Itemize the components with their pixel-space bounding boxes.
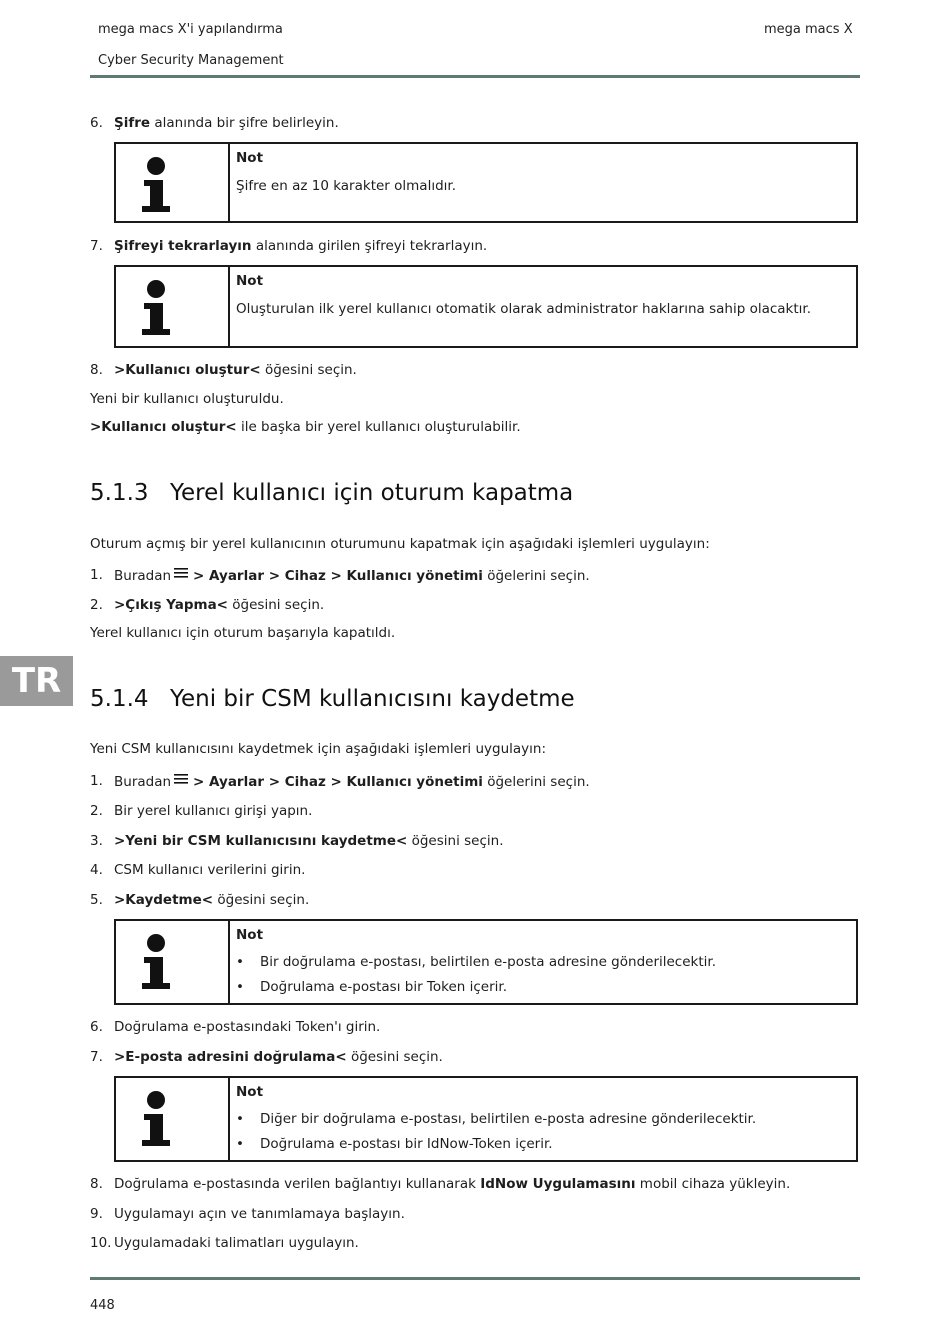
result-text-2: [90, 419, 521, 435]
button-reference: >Kullanıcı oluştur<: [90, 419, 237, 435]
menu-icon: [173, 567, 189, 583]
result-text: Yerel kullanıcı için oturum başarıyla kapatıldı.: [90, 625, 396, 641]
note-bullet: • Diğer bir doğrulama e-postası, belirtilen e-posta adresine gönderilecektir.: [236, 1111, 848, 1127]
step-8: [90, 1176, 791, 1192]
step-9: [90, 1206, 405, 1222]
step-number: 1.: [90, 567, 103, 583]
header-left-title: mega macs X'i yapılandırma: [98, 22, 283, 37]
info-icon: [138, 154, 178, 214]
note-box: [114, 1076, 858, 1162]
note-bullet: • Doğrulama e-postası bir IdNow-Token içerir.: [236, 1136, 848, 1152]
step-text: alanında bir şifre belirleyin.: [150, 115, 339, 131]
step-7: [90, 238, 488, 254]
note-icon-cell: [116, 1078, 230, 1160]
step-text: öğelerini seçin.: [482, 568, 590, 584]
note-bullet-list: [236, 954, 848, 995]
step-number: 7.: [90, 1049, 103, 1065]
step-4: [90, 862, 306, 878]
step-text: Uygulamadaki talimatları uygulayın.: [114, 1235, 359, 1251]
info-icon: [138, 277, 178, 337]
step-10: [90, 1235, 359, 1251]
section-intro: Yeni CSM kullanıcısını kaydetmek için aşağıdaki işlemleri uygulayın:: [90, 741, 547, 757]
header-rule: [90, 75, 860, 78]
info-icon: [138, 1088, 178, 1148]
note-box: [114, 265, 858, 348]
note-text: Oluşturulan ilk yerel kullanıcı otomatik olarak administrator haklarına sahip olacaktır.: [236, 301, 812, 317]
info-icon: [138, 931, 178, 991]
note-title: Not: [236, 150, 264, 166]
step-8: [90, 362, 357, 378]
button-reference: >Yeni bir CSM kullanıcısını kaydetme<: [114, 833, 408, 849]
note-bullet: • Bir doğrulama e-postası, belirtilen e-posta adresine gönderilecektir.: [236, 954, 848, 970]
step-number: 10.: [90, 1235, 112, 1251]
menu-path: > Ayarlar > Cihaz > Kullanıcı yönetimi: [193, 568, 483, 584]
section-title: Yeni bir CSM kullanıcısını kaydetme: [170, 686, 575, 712]
step-5: [90, 892, 310, 908]
step-text: Doğrulama e-postasındaki Token'ı girin.: [114, 1019, 381, 1035]
note-title: Not: [236, 273, 264, 289]
step-number: 7.: [90, 238, 103, 254]
language-tab: TR: [0, 656, 73, 706]
note-box: [114, 142, 858, 223]
step-number: 9.: [90, 1206, 103, 1222]
step-text: öğesini seçin.: [260, 362, 357, 378]
step-text: CSM kullanıcı verilerini girin.: [114, 862, 306, 878]
step-number: 1.: [90, 773, 103, 789]
field-name: Şifre: [114, 115, 151, 131]
step-number: 2.: [90, 597, 103, 613]
section-number: 5.1.3: [90, 480, 149, 506]
step-prefix: Buradan: [114, 568, 172, 584]
step-number: 2.: [90, 803, 103, 819]
step-1: [90, 773, 590, 790]
note-text: Şifre en az 10 karakter olmalıdır.: [236, 178, 456, 194]
step-number: 4.: [90, 862, 103, 878]
step-2: [90, 597, 325, 613]
section-intro: Oturum açmış bir yerel kullanıcının oturumunu kapatmak için aşağıdaki işlemleri uygulayın:: [90, 536, 710, 552]
step-7: [90, 1049, 443, 1065]
result-text: Yeni bir kullanıcı oluşturuldu.: [90, 391, 284, 407]
step-number: 8.: [90, 1176, 103, 1192]
result-text-tail: ile başka bir yerel kullanıcı oluşturulabilir.: [236, 419, 521, 435]
step-number: 5.: [90, 892, 103, 908]
button-reference: >Kaydetme<: [114, 892, 214, 908]
header-subtitle: Cyber Security Management: [98, 53, 284, 68]
field-name: Şifreyi tekrarlayın: [114, 238, 252, 254]
page-number: 448: [90, 1298, 115, 1313]
step-number: 6.: [90, 1019, 103, 1035]
note-bullet-list: [236, 1111, 848, 1152]
step-text: öğesini seçin.: [213, 892, 310, 908]
app-name: IdNow Uygulamasını: [480, 1176, 636, 1192]
step-text: Bir yerel kullanıcı girişi yapın.: [114, 803, 313, 819]
step-2: [90, 803, 313, 819]
step-3: [90, 833, 504, 849]
menu-path: > Ayarlar > Cihaz > Kullanıcı yönetimi: [193, 774, 483, 790]
step-number: 3.: [90, 833, 103, 849]
section-number: 5.1.4: [90, 686, 149, 712]
note-icon-cell: [116, 144, 230, 221]
note-title: Not: [236, 927, 264, 943]
step-text: öğesini seçin.: [407, 833, 504, 849]
step-number: 6.: [90, 115, 103, 131]
note-box: [114, 919, 858, 1005]
section-heading-5-1-3: [90, 480, 573, 506]
step-text: öğesini seçin.: [228, 597, 325, 613]
step-prefix: Buradan: [114, 774, 172, 790]
step-6: [90, 115, 339, 131]
header-right-title: mega macs X: [764, 22, 853, 37]
step-text: Uygulamayı açın ve tanımlamaya başlayın.: [114, 1206, 405, 1222]
note-bullet: • Doğrulama e-postası bir Token içerir.: [236, 979, 848, 995]
button-reference: >Kullanıcı oluştur<: [114, 362, 261, 378]
step-text: öğesini seçin.: [346, 1049, 443, 1065]
step-prefix: Doğrulama e-postasında verilen bağlantıyı kullanarak: [114, 1176, 481, 1192]
step-text: mobil cihaza yükleyin.: [635, 1176, 791, 1192]
menu-icon: [173, 773, 189, 789]
button-reference: >Çıkış Yapma<: [114, 597, 228, 613]
button-reference: >E-posta adresini doğrulama<: [114, 1049, 347, 1065]
step-text: alanında girilen şifreyi tekrarlayın.: [251, 238, 488, 254]
section-title: Yerel kullanıcı için oturum kapatma: [170, 480, 574, 506]
step-1: [90, 567, 590, 584]
step-number: 8.: [90, 362, 103, 378]
note-icon-cell: [116, 267, 230, 346]
note-icon-cell: [116, 921, 230, 1003]
note-title: Not: [236, 1084, 264, 1100]
footer-rule: [90, 1277, 860, 1280]
section-heading-5-1-4: [90, 686, 575, 712]
step-text: öğelerini seçin.: [482, 774, 590, 790]
step-6: [90, 1019, 381, 1035]
